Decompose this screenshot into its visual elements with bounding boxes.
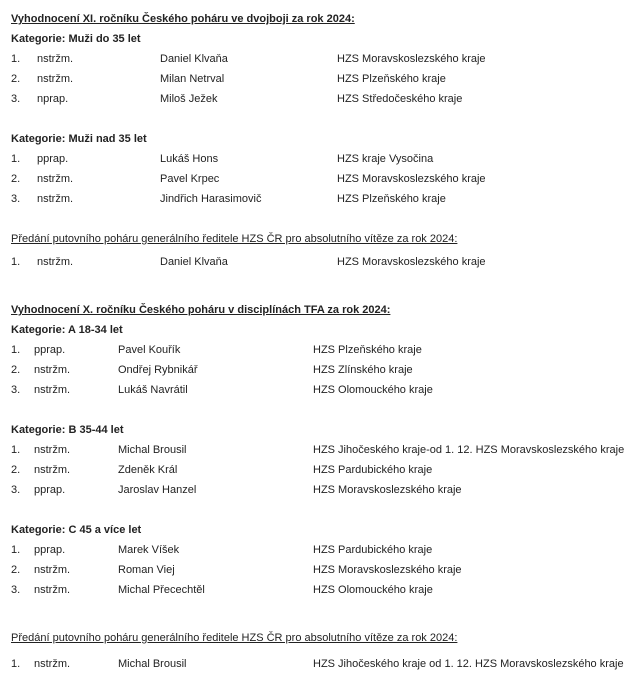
rank: 2.	[11, 564, 21, 576]
rank: 3.	[11, 384, 21, 396]
unit: HZS Jihočeského kraje-od 1. 12. HZS Moravskoslezského kraje	[313, 444, 625, 456]
person-name: Miloš Ježek	[160, 93, 218, 105]
rank: 1.	[11, 544, 21, 556]
person-name: Daniel Klvaňa	[160, 53, 228, 65]
unit: HZS Plzeňského kraje	[313, 344, 422, 356]
unit: HZS Jihočeského kraje od 1. 12. HZS Moravskoslezského kraje	[313, 658, 624, 670]
unit: HZS Moravskoslezského kraje	[337, 256, 486, 268]
person-name: Ondřej Rybnikář	[118, 364, 198, 376]
person-name: Jindřich Harasimovič	[160, 193, 262, 205]
category-title: Kategorie: C 45 a více let	[11, 524, 142, 536]
rank: 1.	[11, 444, 21, 456]
unit: HZS Pardubického kraje	[313, 464, 433, 476]
unit: HZS Olomouckého kraje	[313, 384, 433, 396]
rank: 1.	[11, 256, 21, 268]
grade: nstržm.	[37, 173, 74, 185]
person-name: Michal Přecechtěl	[118, 584, 205, 596]
grade: nstržm.	[34, 464, 71, 476]
person-name: Daniel Klvaňa	[160, 256, 228, 268]
grade: nstržm.	[34, 584, 71, 596]
rank: 3.	[11, 484, 21, 496]
person-name: Zdeněk Král	[118, 464, 178, 476]
unit: HZS Plzeňského kraje	[337, 193, 446, 205]
rank: 3.	[11, 193, 21, 205]
person-name: Michal Brousil	[118, 658, 187, 670]
category-title: Kategorie: Muži nad 35 let	[11, 133, 147, 145]
unit: HZS Moravskoslezského kraje	[313, 484, 462, 496]
rank: 1.	[11, 153, 21, 165]
rank: 2.	[11, 464, 21, 476]
unit: HZS kraje Vysočina	[337, 153, 434, 165]
person-name: Jaroslav Hanzel	[118, 484, 197, 496]
person-name: Pavel Kouřík	[118, 344, 181, 356]
person-name: Roman Viej	[118, 564, 175, 576]
grade: nstržm.	[37, 256, 74, 268]
grade: nstržm.	[37, 53, 74, 65]
grade: nstržm.	[37, 193, 74, 205]
unit: HZS Moravskoslezského kraje	[313, 564, 462, 576]
person-name: Pavel Krpec	[160, 173, 220, 185]
section1-title: Vyhodnocení XI. ročníku Českého poháru ve dvojboji za rok 2024:	[11, 13, 355, 25]
rank: 3.	[11, 584, 21, 596]
unit: HZS Moravskoslezského kraje	[337, 173, 486, 185]
grade: nstržm.	[34, 564, 71, 576]
grade: pprap.	[34, 544, 66, 556]
unit: HZS Zlínského kraje	[313, 364, 413, 376]
grade: nstržm.	[34, 444, 71, 456]
rank: 1.	[11, 344, 21, 356]
section2-title: Vyhodnocení X. ročníku Českého poháru v disciplínách TFA za rok 2024:	[11, 304, 391, 316]
grade: pprap.	[37, 153, 69, 165]
person-name: Marek Víšek	[118, 544, 180, 556]
grade: pprap.	[34, 344, 66, 356]
category-title: Kategorie: A 18-34 let	[11, 324, 123, 336]
unit: HZS Středočeského kraje	[337, 93, 463, 105]
grade: nprap.	[37, 93, 69, 105]
grade: nstržm.	[37, 73, 74, 85]
rank: 1.	[11, 53, 21, 65]
unit: HZS Moravskoslezského kraje	[337, 53, 486, 65]
person-name: Lukáš Navrátil	[118, 384, 188, 396]
rank: 2.	[11, 73, 21, 85]
trophy-title: Předání putovního poháru generálního ředitele HZS ČR pro absolutního vítěze za rok 2024:	[11, 632, 458, 644]
category-title: Kategorie: Muži do 35 let	[11, 33, 141, 45]
grade: nstržm.	[34, 384, 71, 396]
person-name: Michal Brousil	[118, 444, 187, 456]
person-name: Milan Netrval	[160, 73, 225, 85]
unit: HZS Pardubického kraje	[313, 544, 433, 556]
trophy-title: Předání putovního poháru generálního ředitele HZS ČR pro absolutního vítěze za rok 2024:	[11, 233, 458, 245]
grade: nstržm.	[34, 658, 71, 670]
rank: 2.	[11, 173, 21, 185]
rank: 2.	[11, 364, 21, 376]
grade: nstržm.	[34, 364, 71, 376]
person-name: Lukáš Hons	[160, 153, 219, 165]
unit: HZS Plzeňského kraje	[337, 73, 446, 85]
unit: HZS Olomouckého kraje	[313, 584, 433, 596]
rank: 3.	[11, 93, 21, 105]
rank: 1.	[11, 658, 21, 670]
grade: pprap.	[34, 484, 66, 496]
category-title: Kategorie: B 35-44 let	[11, 424, 124, 436]
